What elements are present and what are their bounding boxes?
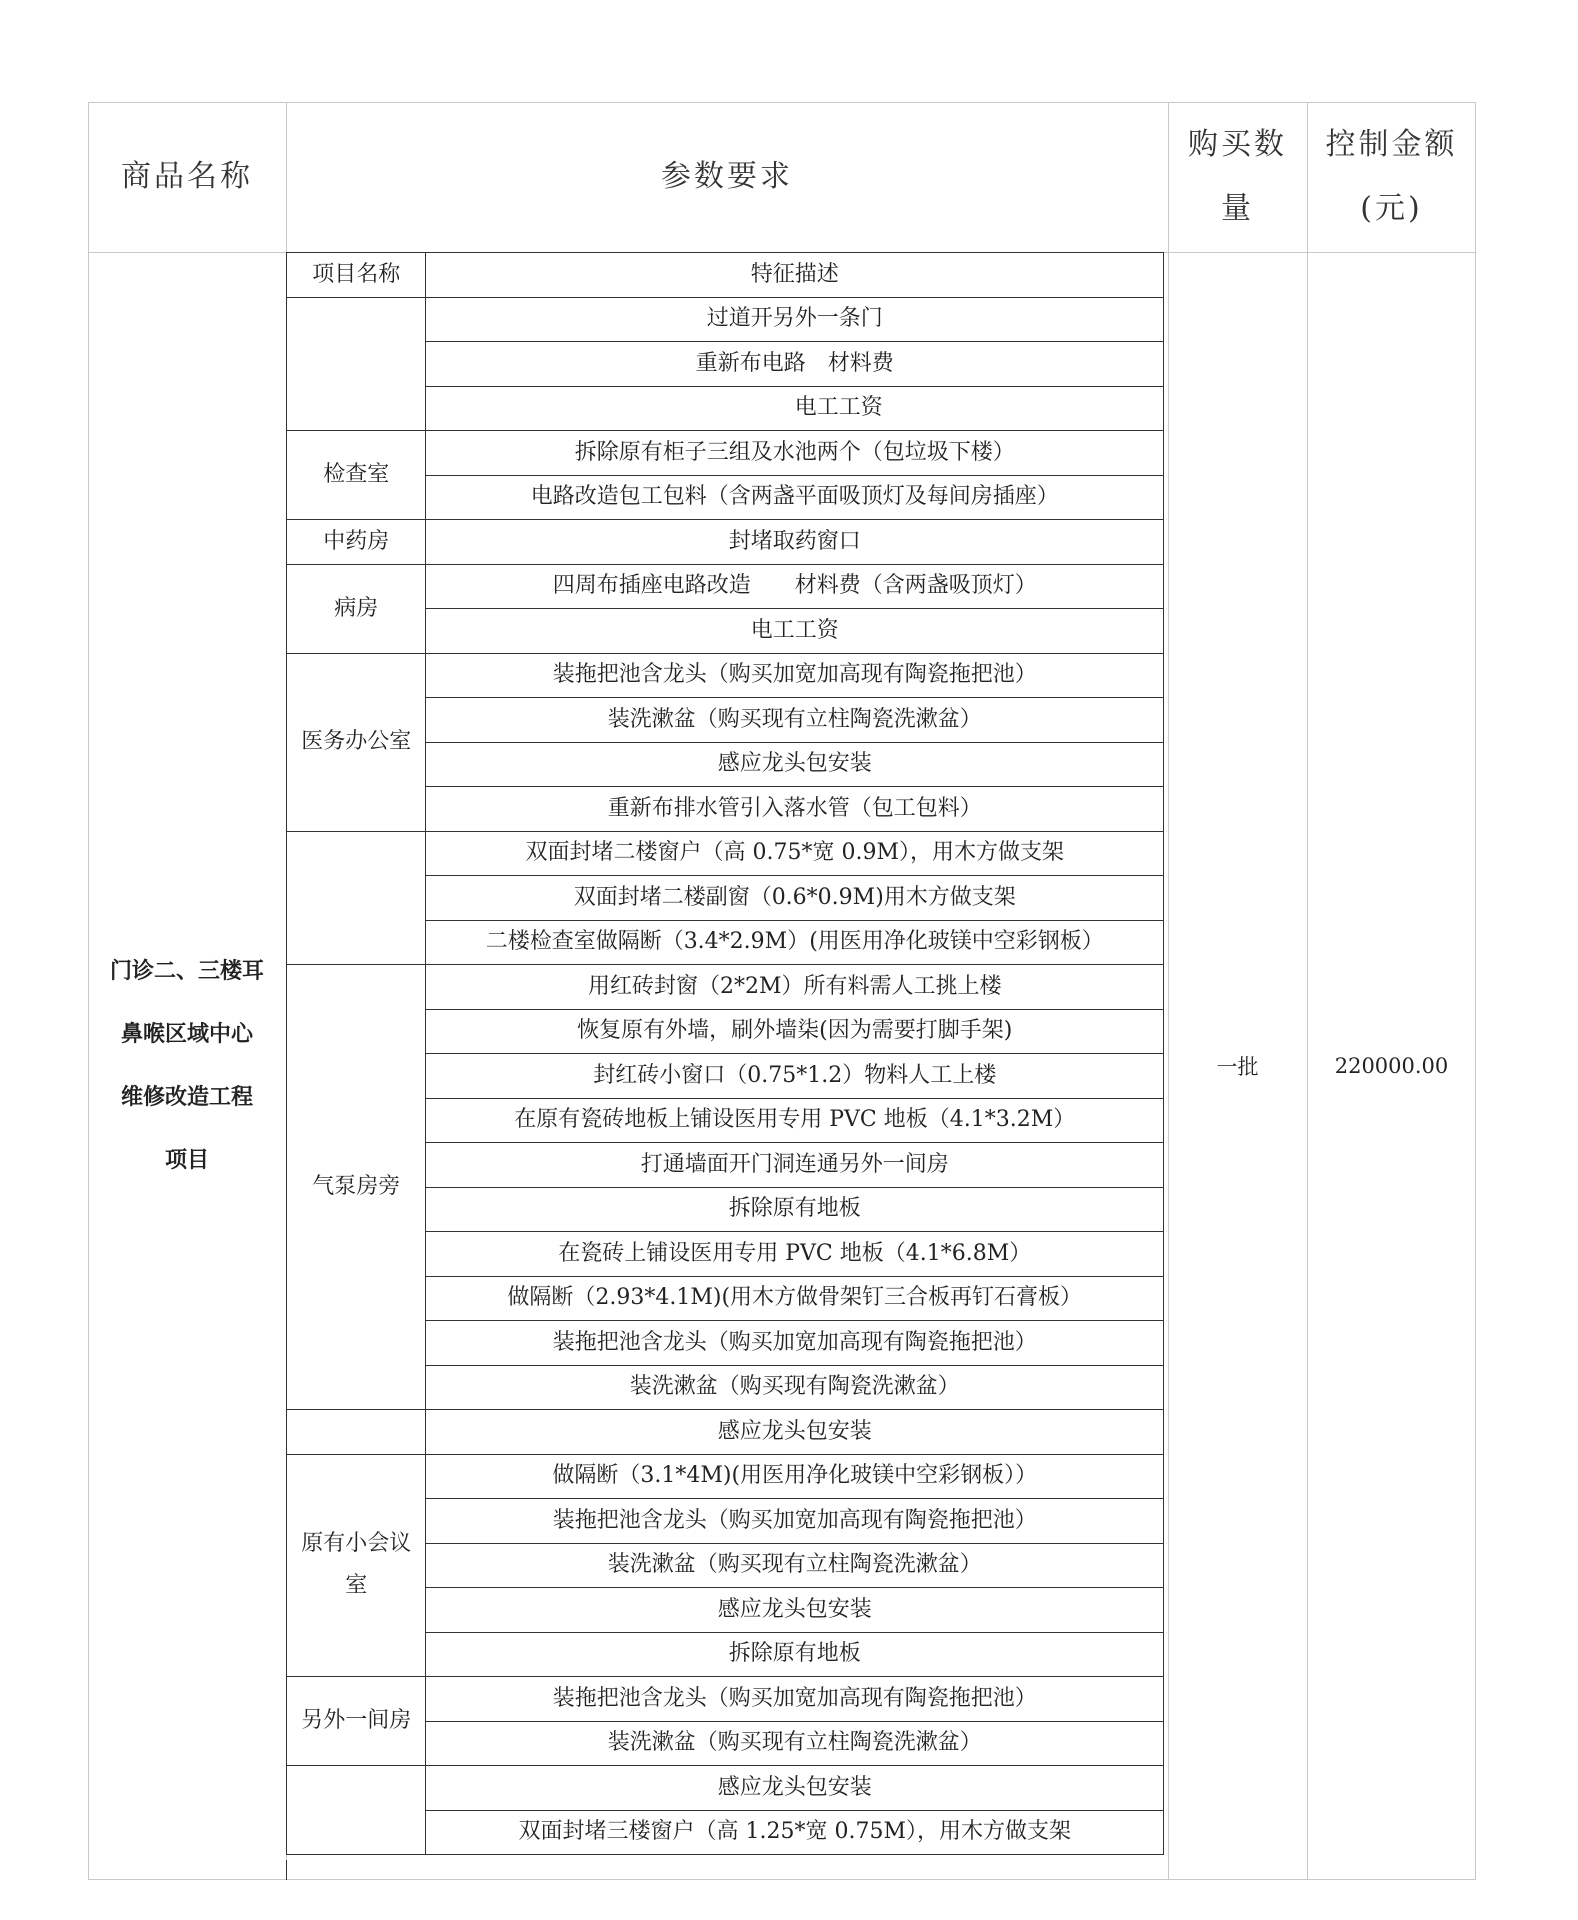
table-row: [287, 1454, 1164, 1499]
item-description-cell: 装洗漱盆（购买现有立柱陶瓷洗漱盆）: [426, 1721, 1164, 1766]
item-description-cell: 做隔断（2.93*4.1M)(用木方做骨架钉三合板再钉石膏板）: [426, 1276, 1164, 1321]
items-header-row: [287, 253, 1164, 298]
room-name-cell: [287, 297, 426, 431]
item-description-cell: 电工工资: [426, 386, 1164, 431]
table-row: [287, 831, 1164, 876]
item-description-cell: 感应龙头包安装: [426, 1766, 1164, 1811]
room-name-cell: [287, 1410, 426, 1455]
item-description-cell: 打通墙面开门洞连通另外一间房: [426, 1143, 1164, 1188]
item-description-cell: 电路改造包工包料（含两盏平面吸顶灯及每间房插座）: [426, 475, 1164, 520]
room-name-cell: 中药房: [287, 520, 426, 565]
quantity-cell: [1168, 252, 1307, 1880]
product-name-line: 门诊二、三楼耳: [109, 959, 264, 984]
table-row: [287, 297, 1164, 342]
item-description-cell: 二楼检查室做隔断（3.4*2.9M）(用医用净化玻镁中空彩钢板）: [426, 920, 1164, 965]
item-description-cell: 用红砖封窗（2*2M）所有料需人工挑上楼: [426, 965, 1164, 1010]
item-description-cell: 拆除原有地板: [426, 1632, 1164, 1677]
item-description-cell: 双面封堵二楼窗户（高 0.75*宽 0.9M），用木方做支架: [426, 831, 1164, 876]
table-row: [287, 1766, 1164, 1811]
amount-value: 220000.00: [1334, 1054, 1449, 1078]
header-quantity: [1168, 102, 1307, 252]
item-description-cell: 装洗漱盆（购买现有立柱陶瓷洗漱盆）: [426, 698, 1164, 743]
table-row: [287, 564, 1164, 609]
header-amount: [1307, 102, 1476, 252]
table-row: [287, 1410, 1164, 1455]
table-row: [287, 653, 1164, 698]
items-head-desc: 特征描述: [426, 253, 1164, 298]
item-description-cell: 恢复原有外墙，刷外墙柒(因为需要打脚手架): [426, 1009, 1164, 1054]
header-qty-line1: 购买数: [1188, 127, 1287, 162]
item-description-cell: 电工工资: [426, 609, 1164, 654]
product-name-line: 项目: [164, 1148, 209, 1173]
item-description-cell: 在瓷砖上铺设医用专用 PVC 地板（4.1*6.8M）: [426, 1232, 1164, 1277]
item-description-cell: 装洗漱盆（购买现有立柱陶瓷洗漱盆）: [426, 1543, 1164, 1588]
header-amount-line1: 控制金额: [1325, 127, 1458, 162]
amount-cell: [1307, 252, 1476, 1880]
room-name-cell: [287, 831, 426, 965]
items-head-room: 项目名称: [287, 253, 426, 298]
table-row: [287, 965, 1164, 1010]
item-description-cell: 重新布排水管引入落水管（包工包料）: [426, 787, 1164, 832]
header-product-name: [88, 102, 286, 252]
table-row: [287, 520, 1164, 565]
items-table: [286, 252, 1164, 1855]
table-row: [287, 1677, 1164, 1722]
item-description-cell: 拆除原有柜子三组及水池两个（包垃圾下楼）: [426, 431, 1164, 476]
room-name-cell: 气泵房旁: [287, 965, 426, 1410]
product-name-cell: [88, 252, 286, 1880]
header-amount-line2: (元): [1360, 191, 1423, 226]
item-description-cell: 封堵取药窗口: [426, 520, 1164, 565]
quantity-value: 一批: [1216, 1055, 1259, 1079]
product-name-line: 维修改造工程: [120, 1085, 253, 1110]
room-name-cell: 医务办公室: [287, 653, 426, 831]
item-description-cell: 感应龙头包安装: [426, 1410, 1164, 1455]
item-description-cell: 过道开另外一条门: [426, 297, 1164, 342]
item-description-cell: 装拖把池含龙头（购买加宽加高现有陶瓷拖把池）: [426, 1321, 1164, 1366]
product-name-line: 鼻喉区域中心: [120, 1022, 253, 1047]
item-description-cell: 双面封堵三楼窗户（高 1.25*宽 0.75M），用木方做支架: [426, 1810, 1164, 1855]
room-name-cell: [287, 1766, 426, 1855]
item-description-cell: 感应龙头包安装: [426, 1588, 1164, 1633]
room-name-cell: 检查室: [287, 431, 426, 520]
item-description-cell: 封红砖小窗口（0.75*1.2）物料人工上楼: [426, 1054, 1164, 1099]
item-description-cell: 感应龙头包安装: [426, 742, 1164, 787]
column-divider: [286, 1860, 287, 1880]
item-description-cell: 装拖把池含龙头（购买加宽加高现有陶瓷拖把池）: [426, 1499, 1164, 1544]
item-description-cell: 双面封堵二楼副窗（0.6*0.9M)用木方做支架: [426, 876, 1164, 921]
item-description-cell: 重新布电路 材料费: [426, 342, 1164, 387]
item-description-cell: 做隔断（3.1*4M)(用医用净化玻镁中空彩钢板））: [426, 1454, 1164, 1499]
item-description-cell: 四周布插座电路改造 材料费（含两盏吸顶灯）: [426, 564, 1164, 609]
room-name-cell: 原有小会议室: [287, 1454, 426, 1677]
header-params-label: 参数要求: [661, 159, 793, 194]
table-row: [287, 431, 1164, 476]
header-product-label: 商品名称: [121, 159, 253, 194]
item-description-cell: 在原有瓷砖地板上铺设医用专用 PVC 地板（4.1*3.2M）: [426, 1098, 1164, 1143]
item-description-cell: 装拖把池含龙头（购买加宽加高现有陶瓷拖把池）: [426, 1677, 1164, 1722]
item-description-cell: 拆除原有地板: [426, 1187, 1164, 1232]
room-name-cell: 病房: [287, 564, 426, 653]
room-name-cell: 另外一间房: [287, 1677, 426, 1766]
header-params: [286, 102, 1168, 252]
header-qty-line2: 量: [1221, 191, 1254, 226]
item-description-cell: 装洗漱盆（购买现有陶瓷洗漱盆）: [426, 1365, 1164, 1410]
item-description-cell: 装拖把池含龙头（购买加宽加高现有陶瓷拖把池）: [426, 653, 1164, 698]
